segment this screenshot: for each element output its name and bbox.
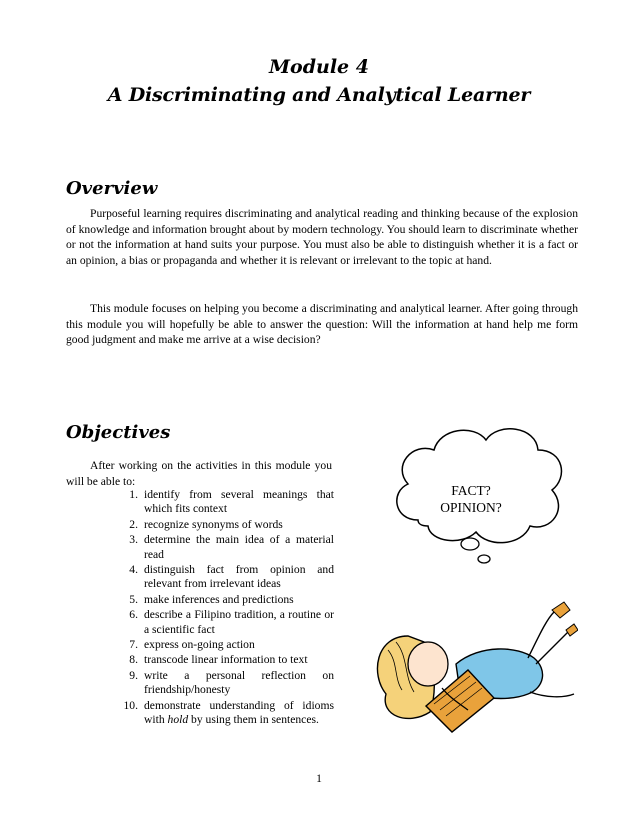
objective-item: 5. make inferences and predictions bbox=[129, 592, 294, 606]
objective-item: 10. demonstrate understanding of idioms with hold by using them in sentences. bbox=[123, 698, 334, 727]
page-number: 1 bbox=[316, 772, 322, 785]
objective-item: 7. express on-going action bbox=[129, 638, 255, 652]
objective-item: 8. transcode linear information to text bbox=[129, 653, 308, 667]
objective-item: 3. determine the main idea of a material read bbox=[129, 533, 334, 561]
thought-bubble-text: FACT? OPINION? bbox=[440, 483, 502, 515]
objectives-heading: Objectives bbox=[66, 422, 171, 443]
idiom-emphasis: hold bbox=[167, 713, 189, 727]
module-number-title: Module 4 bbox=[269, 56, 369, 78]
module-title: A Discriminating and Analytical Learner bbox=[107, 84, 531, 106]
objective-item: 1. identify from several meanings that which fits context bbox=[129, 488, 334, 516]
overview-heading: Overview bbox=[66, 178, 158, 199]
objective-item: 4. distinguish fact from opinion and relevant from irrelevant ideas bbox=[129, 563, 334, 591]
objectives-list bbox=[118, 488, 334, 729]
overview-paragraph-2: This module focuses on helping you become a discriminating and analytical learner. After going through this module you will hopefully be able to answer the question: Will the information at hand help me form good judgment and make me arrive at a wise decision? bbox=[66, 302, 578, 347]
objective-item: 9. write a personal reflection on friendship/honesty bbox=[129, 668, 334, 697]
objective-item: 6. describe a Filipino tradition, a routine or a scientific fact bbox=[129, 608, 334, 636]
objective-item: 2. recognize synonyms of words bbox=[129, 517, 283, 531]
girl-reading-icon bbox=[368, 566, 578, 736]
objectives-intro: After working on the activities in this module you will be able to: bbox=[66, 459, 332, 488]
overview-paragraph-1: Purposeful learning requires discriminating and analytical reading and thinking because of the explosion of knowledge and information brought about by modern technology. You should learn to discriminate whether or not the information at hand suits your purpose. You must also be able to distinguish whether it is a fact or an opinion, a bias or propaganda and whether it is relevant or irrelevant to the topic at hand. bbox=[66, 207, 578, 267]
